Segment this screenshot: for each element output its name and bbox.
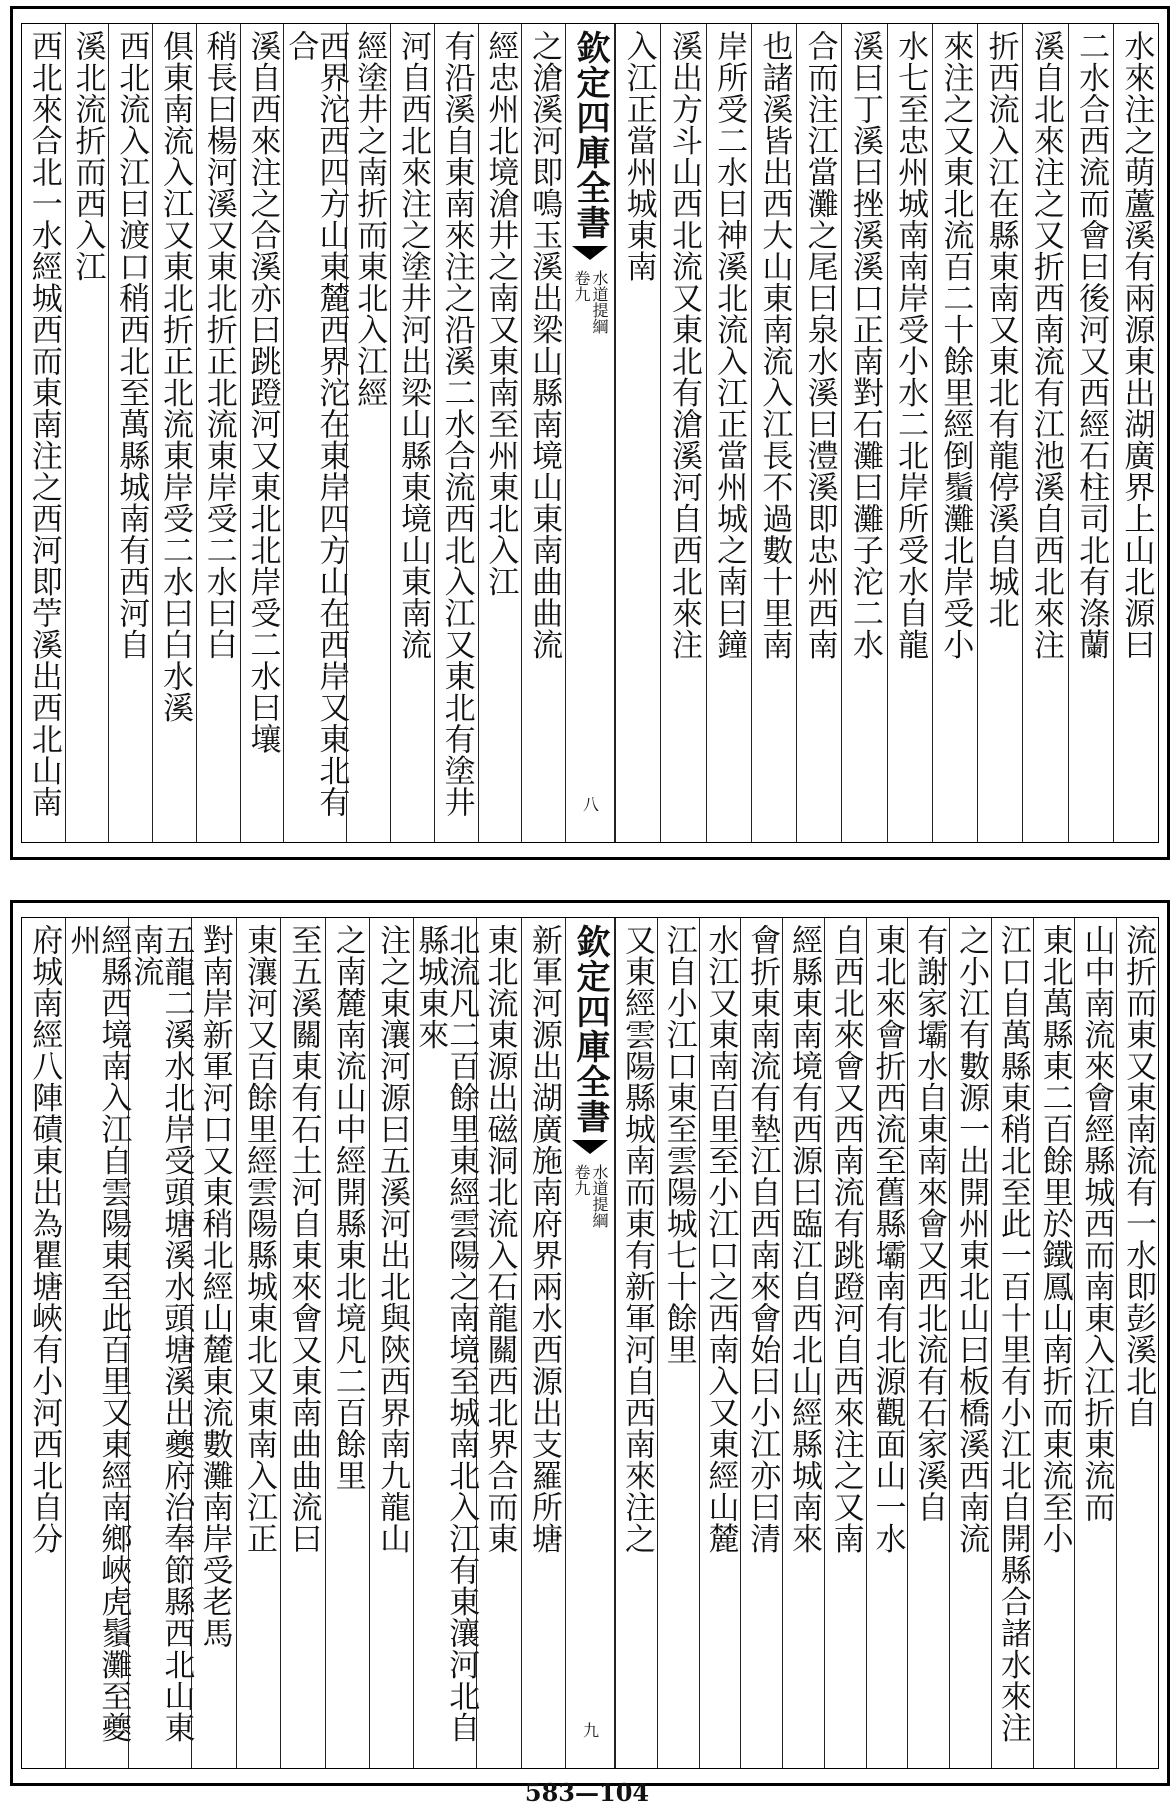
text-column: 入江正當州城東南: [615, 24, 660, 842]
text-column: 經塗井之南折而東北入江經: [346, 24, 390, 842]
text-column: 東北來會折西流至舊縣壩南有北源觀面山一水: [866, 918, 908, 1768]
leaf-number: 九: [580, 1722, 600, 1738]
right-text-block: [615, 24, 1158, 842]
text-column: 東北萬縣東二百餘里於鐵鳳山南折而東流至小: [1033, 918, 1075, 1768]
section-title: 水道提綱: [590, 1164, 609, 1228]
text-column: 東北流東源出磁洞北流入石龍關西北界合而東: [476, 918, 520, 1768]
text-column: 東瀼河又百餘里經雲陽縣城東北又東南入江正: [236, 918, 280, 1768]
text-column: 之滄溪河即鳴玉溪出梁山縣南境山東南曲曲流: [521, 24, 565, 842]
volume-label: 卷九: [572, 1164, 591, 1196]
page-top-frame: [21, 23, 1159, 843]
text-column: 也諸溪皆出西大山東南流入江長不過數十里南: [751, 24, 796, 842]
volume-label: 卷九: [572, 270, 591, 302]
text-column: 二水合西流而會曰後河又西經石柱司北有涤蘭: [1068, 24, 1113, 842]
text-column: 俱東南流入江又東北折正北流東岸受二水曰白水溪: [152, 24, 196, 842]
fishtail-ornament-icon: [572, 246, 608, 260]
text-column: 北流凡二百餘里東經雲陽之南境至城南北入江有東瀼河北自縣城東來: [413, 918, 476, 1768]
text-column: 西界沱西四方山東麓西界沱在東岸四方山在西岸又東北有合: [283, 24, 346, 842]
text-column: 稍長曰楊河溪又東北折正北流東岸受二水曰白: [196, 24, 240, 842]
text-column: 西北流入江曰渡口稍西北至萬縣城南有西河自: [108, 24, 152, 842]
spine-labels: [573, 1164, 607, 1228]
text-column: 溪北流折而西入江: [65, 24, 109, 842]
text-column: 自西北來會又西南流有跳蹬河自西來注之又南: [824, 918, 866, 1768]
text-column: 河自西北來注之塗井河出梁山縣東境山東南流: [390, 24, 434, 842]
page-footer-number: 583—104: [524, 1778, 650, 1807]
text-column: 對南岸新軍河口又東稍北經山麓東流數灘南岸受老馬: [191, 918, 235, 1768]
text-column: 水江又東南百里至小江口之西南入又東經山麓: [699, 918, 741, 1768]
book-title: 欽定四庫全書: [570, 30, 610, 240]
text-column: 府城南經八陣磧東出為瞿塘峽有小河西北自分: [26, 924, 63, 1554]
left-text-block: [22, 24, 565, 842]
section-title: 水道提綱: [590, 270, 609, 334]
text-column: 至五溪關東有石土河自東來會又東南曲曲流曰: [280, 918, 324, 1768]
fishtail-ornament-icon: [572, 1140, 608, 1154]
text-column: 經縣東南境有西源曰臨江自西北山經縣城南來: [782, 918, 824, 1768]
text-column: 水七至忠州城南南岸受小水二北岸所受水自龍: [887, 24, 932, 842]
text-column: 五龍二溪水北岸受頭塘溪水頭塘溪出夔府治奉節縣西北山東南流: [128, 918, 191, 1768]
text-column: 經忠州北境滄井之南又東南至州東北入江: [478, 24, 522, 842]
text-column: 江自小江口東至雲陽城七十餘里: [657, 918, 699, 1768]
text-column: 江口自萬縣東稍北至此一百十里有小江北自開縣合諸水來注: [991, 918, 1033, 1768]
text-column: 會折東南流有墊江自西南來會始曰小江亦曰清: [740, 918, 782, 1768]
text-column: 岸所受二水曰神溪北流入江正當州城之南曰鐘: [706, 24, 751, 842]
text-column: 新軍河源出湖廣施南府界兩水西源出支羅所塘: [521, 918, 565, 1768]
text-column: 西北來合北一水經城西而東南注之西河即苧溪出西北山南: [25, 30, 62, 818]
page-bottom: [10, 900, 1170, 1786]
left-text-block: [22, 918, 565, 1768]
text-column: 注之東瀼河源曰五溪河出北與陝西界南九龍山: [369, 918, 413, 1768]
text-column: 經縣西境南入江自雲陽東至此百里又東經南鄉峽虎鬚灘至夔州: [65, 918, 128, 1768]
page-top: [10, 6, 1170, 860]
text-column: 流折而東又東南流有一水即彭溪北自: [1116, 918, 1158, 1768]
spine-labels: [573, 270, 607, 334]
text-column: 又東經雲陽縣城南而東有新軍河自西南來注之: [615, 918, 657, 1768]
text-column: 山中南流來會經縣城西而南東入江折東流而: [1074, 918, 1116, 1768]
text-column: 有謝家壩水自東南來會又西北流有石家溪自: [907, 918, 949, 1768]
center-spine: [565, 918, 615, 1768]
text-column: 來注之又東北流百二十餘里經倒鬚灘北岸受小: [932, 24, 977, 842]
book-title: 欽定四庫全書: [570, 924, 610, 1134]
leaf-number: 八: [580, 796, 600, 812]
text-column: 溪自西來注之合溪亦曰跳蹬河又東北北岸受二水曰壤: [240, 24, 284, 842]
text-column: 溪曰丁溪曰挫溪溪口正南對石灘曰灘子沱二水: [841, 24, 886, 842]
text-column: 折西流入江在縣東南又東北有龍停溪自城北: [977, 24, 1022, 842]
text-column: 溪出方斗山西北流又東北有滄溪河自西北來注: [660, 24, 705, 842]
text-column: 之小江有數源一出開州東北山曰板橋溪西南流: [949, 918, 991, 1768]
center-spine: [565, 24, 615, 842]
text-column: 水來注之萌蘆溪有兩源東出湖廣界上山北源曰: [1113, 24, 1158, 842]
right-text-block: [615, 918, 1158, 1768]
page-bottom-frame: [21, 917, 1159, 1769]
text-column: 之南麓南流山中經開縣東北境凡二百餘里: [325, 918, 369, 1768]
text-column: 有沿溪自東南來注之沿溪二水合流西北入江又東北有塗井: [434, 24, 478, 842]
text-column: 溪自北來注之又折西南流有江池溪自西北來注: [1022, 24, 1067, 842]
text-column: 合而注江當灘之尾曰泉水溪曰澧溪即忠州西南: [796, 24, 841, 842]
